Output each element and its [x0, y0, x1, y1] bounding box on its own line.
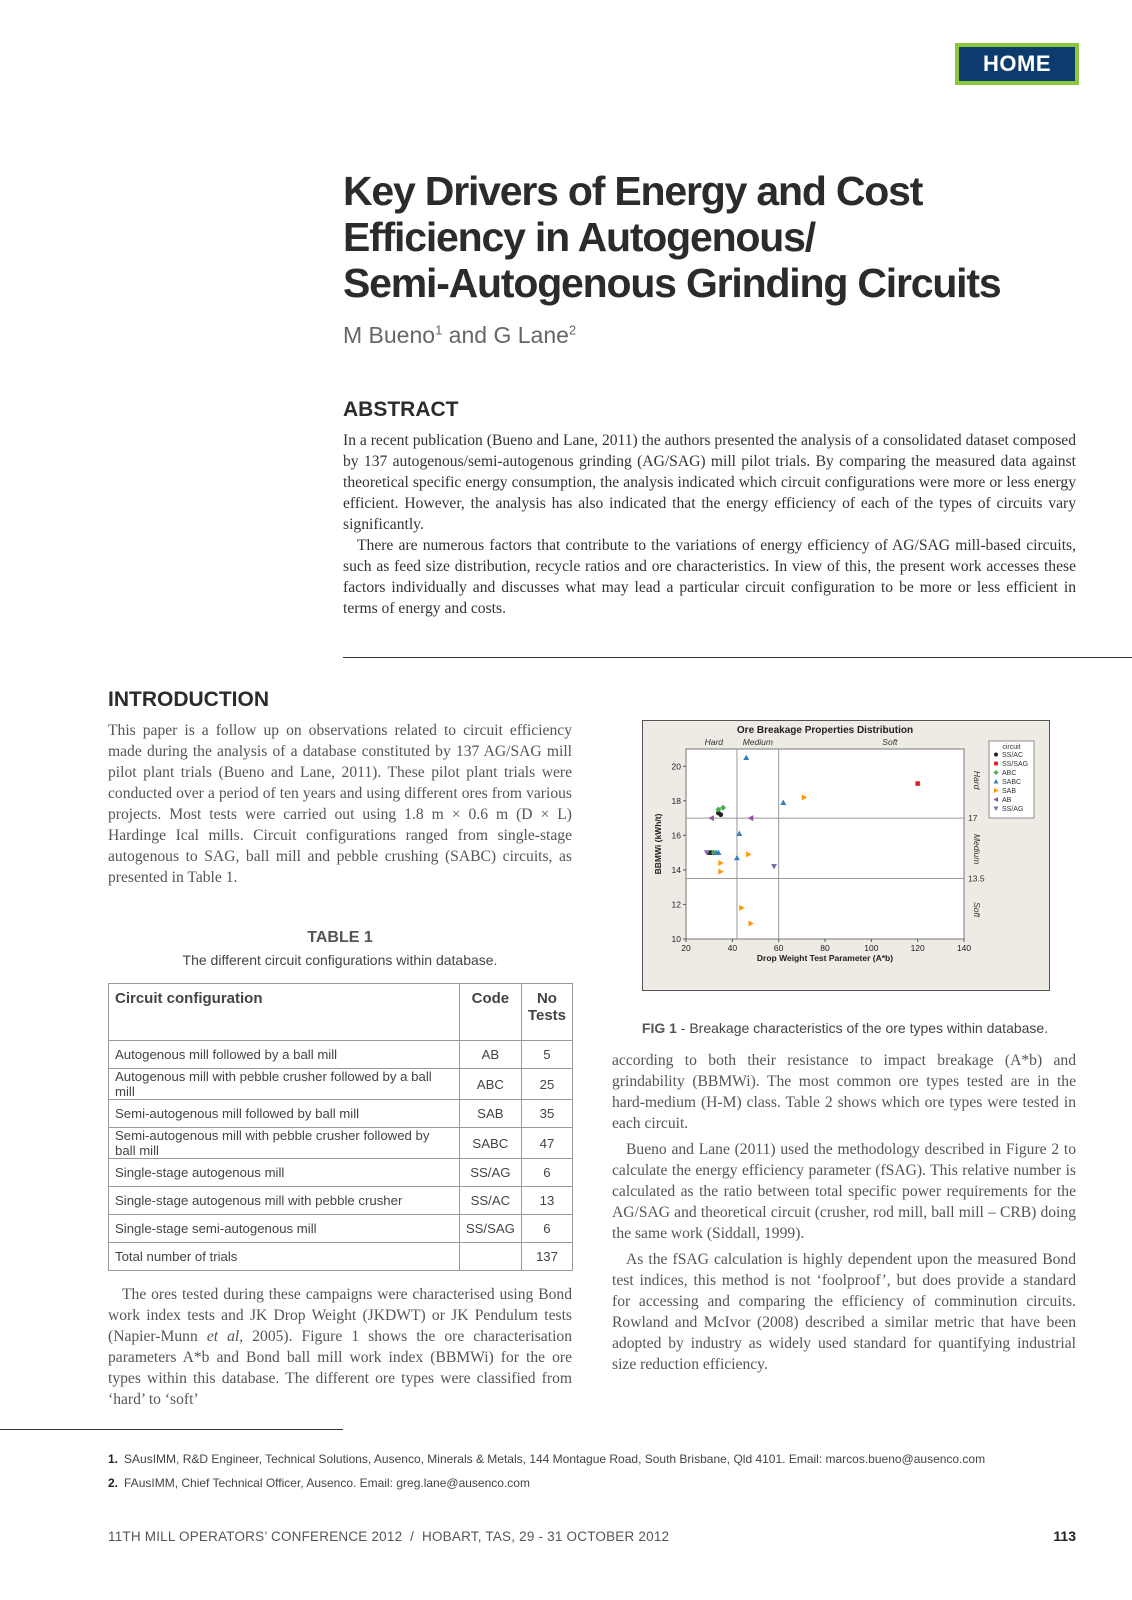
- x-tick-label: 100: [864, 943, 879, 953]
- legend-label: SS/SAG: [1002, 761, 1029, 768]
- cell-no-tests: 47: [521, 1128, 572, 1159]
- y-tick-label: 20: [671, 761, 681, 772]
- table-row: [109, 1041, 573, 1069]
- x-tick-label: 80: [820, 943, 830, 953]
- x-tick-label: 140: [956, 943, 972, 953]
- table-row: [109, 1243, 573, 1271]
- figure-1-chart-frame: [642, 720, 1050, 991]
- data-point: [915, 781, 920, 786]
- cell-circuit-config: Total number of trials: [109, 1243, 460, 1271]
- legend-label: SABC: [1002, 779, 1022, 786]
- cell-code: SABC: [459, 1128, 521, 1159]
- table-label: TABLE 1: [307, 929, 373, 946]
- figure-caption: [610, 1020, 1080, 1036]
- header-code: Code: [459, 984, 521, 1041]
- zone-label-top: Medium: [742, 737, 773, 747]
- footnote-number: 1.: [108, 1452, 119, 1466]
- cell-circuit-config: Semi-autogenous mill followed by ball mill: [109, 1100, 460, 1128]
- author-affiliation: 2: [568, 322, 577, 338]
- figure-label: FIG 1: [641, 1020, 677, 1036]
- body-paragraph: Bueno and Lane (2011) used the methodology described in Figure 2 to calculate the energy efficiency parameter (fSAG). This relative number is calculated as the ratio between total specific power requirements for the AG/SAG and theoretical circuit (crusher, rod mill, ball mill – CRB) doing the same work (Siddall, 1999).: [612, 1141, 1076, 1242]
- legend-label: SS/AG: [1002, 806, 1024, 813]
- cell-circuit-config: Autogenous mill followed by a ball mill: [109, 1041, 460, 1069]
- text-run: The ores tested during these campaigns were characterised using Bond work index tests and JK Drop Weight (JKDWT) or JK Pendulum tests (Napier-Munn: [108, 1286, 572, 1345]
- table-row: [109, 1128, 573, 1159]
- y-tick-label: 14: [671, 864, 681, 875]
- abstract-heading: ABSTRACT: [343, 398, 459, 421]
- author-affiliation: 1: [435, 322, 443, 338]
- footnote-text: FAusIMM, Chief Technical Officer, Ausenco. Email: greg.lane@ausenco.com: [124, 1476, 530, 1490]
- author-name: G Lane: [493, 322, 569, 348]
- legend-marker: [994, 762, 998, 766]
- y-tick-label: 12: [671, 899, 681, 910]
- cell-code: [459, 1243, 521, 1271]
- x-tick-label: 20: [681, 943, 691, 953]
- legend-label: SAB: [1002, 788, 1017, 795]
- legend-marker: [994, 753, 998, 757]
- legend-label: AB: [1002, 797, 1012, 804]
- y-tick-label: 16: [671, 830, 681, 841]
- table-header-row: [109, 984, 573, 1041]
- cell-no-tests: 25: [521, 1069, 572, 1100]
- cell-circuit-config: Semi-autogenous mill with pebble crusher followed by ball mill: [109, 1128, 460, 1159]
- body-paragraph: according to both their resistance to impact breakage (A*b) and grindability (BBMWi). The most common ore types tested are in the hard-medium (H-M) class. Table 2 shows which ore types were tested in each circuit.: [612, 1052, 1076, 1132]
- introduction-paragraph: [108, 1284, 572, 1410]
- cell-circuit-config: Autogenous mill with pebble crusher followed by a ball mill: [109, 1069, 460, 1100]
- text-run: , 2005). Figure 1 shows the ore characterisation parameters A*b and Bond ball mill work index (BBMWi) for the ore types within this database. The different ore types were classified from ‘hard’ to ‘soft’: [108, 1328, 572, 1408]
- conference-footer: 11TH MILL OPERATORS’ CONFERENCE 2012 / HOBART, TAS, 29 - 31 OCTOBER 2012: [108, 1529, 670, 1544]
- home-button[interactable]: HOME: [955, 43, 1079, 85]
- abstract-paragraph: In a recent publication (Bueno and Lane, 2011) the authors presented the analysis of a consolidated dataset composed by 137 autogenous/semi-autogenous grinding (AG/SAG) mill pilot trials. By comparing the measured data against theoretical specific energy consumption, the analysis indicated which circuit configurations were more or less energy efficient. However, the analysis has also indicated that the energy efficiency of each of the types of circuits vary significantly.: [343, 432, 1076, 533]
- reference-line-label: 13.5: [968, 873, 985, 884]
- header-no-tests-line: Tests: [527, 1007, 566, 1024]
- cell-circuit-config: Single-stage autogenous mill: [109, 1159, 460, 1187]
- cell-no-tests: 35: [521, 1100, 572, 1128]
- table-row: [109, 1215, 573, 1243]
- circuit-config-table: [108, 983, 573, 1271]
- author-separator: and: [442, 322, 494, 348]
- cell-no-tests: 137: [521, 1243, 572, 1271]
- chart-title: Ore Breakage Properties Distribution: [736, 725, 914, 736]
- x-axis-label: Drop Weight Test Parameter (A*b): [756, 953, 894, 963]
- footnote: [108, 1452, 985, 1466]
- authors: [343, 322, 576, 349]
- zone-label-right: Hard: [972, 770, 982, 790]
- footnote-divider: [0, 1429, 343, 1430]
- title-line: Semi-Autogenous Grinding Circuits: [343, 260, 1001, 306]
- cell-code: ABC: [459, 1069, 521, 1100]
- footnote-number: 2.: [108, 1476, 119, 1490]
- table-row: [109, 1159, 573, 1187]
- table-title: The different circuit configurations within database.: [182, 952, 498, 968]
- legend-title: circuit: [1002, 744, 1021, 751]
- table-row: [109, 1187, 573, 1215]
- header-circuit-config: Circuit configuration: [109, 984, 460, 1041]
- y-tick-label: 18: [671, 795, 681, 806]
- title-line: Efficiency in Autogenous/: [343, 214, 815, 260]
- header-no-tests: [521, 984, 572, 1041]
- footnote-text: SAusIMM, R&D Engineer, Technical Solutions, Ausenco, Minerals & Metals, 144 Montague Road, South Brisbane, Qld 4101. Email: marcos.bueno@ausenco.com: [124, 1452, 986, 1466]
- cell-no-tests: 6: [521, 1215, 572, 1243]
- y-tick-label: 10: [671, 934, 681, 944]
- title-line: Key Drivers of Energy and Cost: [343, 168, 923, 214]
- cell-no-tests: 6: [521, 1159, 572, 1187]
- legend-label: ABC: [1002, 770, 1017, 777]
- cell-no-tests: 5: [521, 1041, 572, 1069]
- ore-breakage-chart: [643, 721, 1049, 990]
- cell-circuit-config: Single-stage semi-autogenous mill: [109, 1215, 460, 1243]
- footnote: [108, 1476, 530, 1490]
- abstract-paragraph: There are numerous factors that contribute to the variations of energy efficiency of AG/SAG mill-based circuits, such as feed size distribution, recycle ratios and ore characteristics. In view of this, the present work accesses these factors individually and discusses what may lead a particular circuit configuration to be more or less efficient in terms of energy and costs.: [343, 537, 1076, 617]
- cell-code: SS/SAG: [459, 1215, 521, 1243]
- plot-area: [686, 749, 964, 939]
- zone-label-right: Medium: [972, 834, 982, 865]
- table-row: [109, 1069, 573, 1100]
- introduction-paragraph: This paper is a follow up on observations related to circuit efficiency made during the analysis of a database constituted by 137 AG/SAG mill pilot plant trials (Bueno and Lane, 2011). These pilot plant trials were conducted over a period of ten years and using different ores from various projects. Most tests were carried out using 1.8 m × 0.6 m (D × L) Hardinge Ical mills. Circuit configurations ranged from single-stage autogenous to SAG, ball mill and pebble crushing (SABC) circuits, as presented in Table 1.: [108, 722, 572, 886]
- introduction-heading: INTRODUCTION: [108, 688, 269, 711]
- table-caption: [108, 929, 572, 968]
- abstract-body: [343, 430, 1076, 619]
- body-paragraph: As the fSAG calculation is highly dependent upon the measured Bond test indices, this method is not ‘foolproof’, but does provide a standard for accessing and comparing the efficiency of comminution circuits. Rowland and McIvor (2008) described a similar metric that have been adopted by industry as widely used standard for quantifying industrial size reduction efficiency.: [612, 1251, 1076, 1373]
- reference-line-label: 17: [968, 813, 978, 824]
- author-name: M Bueno: [343, 322, 436, 348]
- right-column-text: [612, 1050, 1076, 1375]
- cell-no-tests: 13: [521, 1187, 572, 1215]
- cell-circuit-config: Single-stage autogenous mill with pebble crusher: [109, 1187, 460, 1215]
- data-point: [718, 812, 723, 817]
- paper-title: [343, 168, 1063, 306]
- y-axis-label: BBMWi (kWh/t): [653, 813, 663, 875]
- figure-caption-text: - Breakage characteristics of the ore types within database.: [676, 1020, 1049, 1036]
- legend-label: SS/AC: [1002, 752, 1024, 759]
- header-no-tests-line: No: [536, 990, 557, 1007]
- cell-code: SS/AC: [459, 1187, 521, 1215]
- cell-code: AB: [459, 1041, 521, 1069]
- cell-code: SAB: [459, 1100, 521, 1128]
- zone-label-right: Soft: [972, 902, 982, 918]
- section-divider: [343, 657, 1132, 658]
- table-body: [109, 1041, 573, 1271]
- x-tick-label: 40: [727, 943, 738, 953]
- text-run-italic: et al: [206, 1328, 240, 1345]
- table-row: [109, 1100, 573, 1128]
- x-tick-label: 60: [773, 943, 784, 953]
- zone-label-top: Hard: [704, 737, 724, 747]
- zone-label-top: Soft: [882, 737, 898, 747]
- cell-code: SS/AG: [459, 1159, 521, 1187]
- x-tick-label: 120: [910, 943, 925, 953]
- page-number: 113: [1053, 1528, 1076, 1544]
